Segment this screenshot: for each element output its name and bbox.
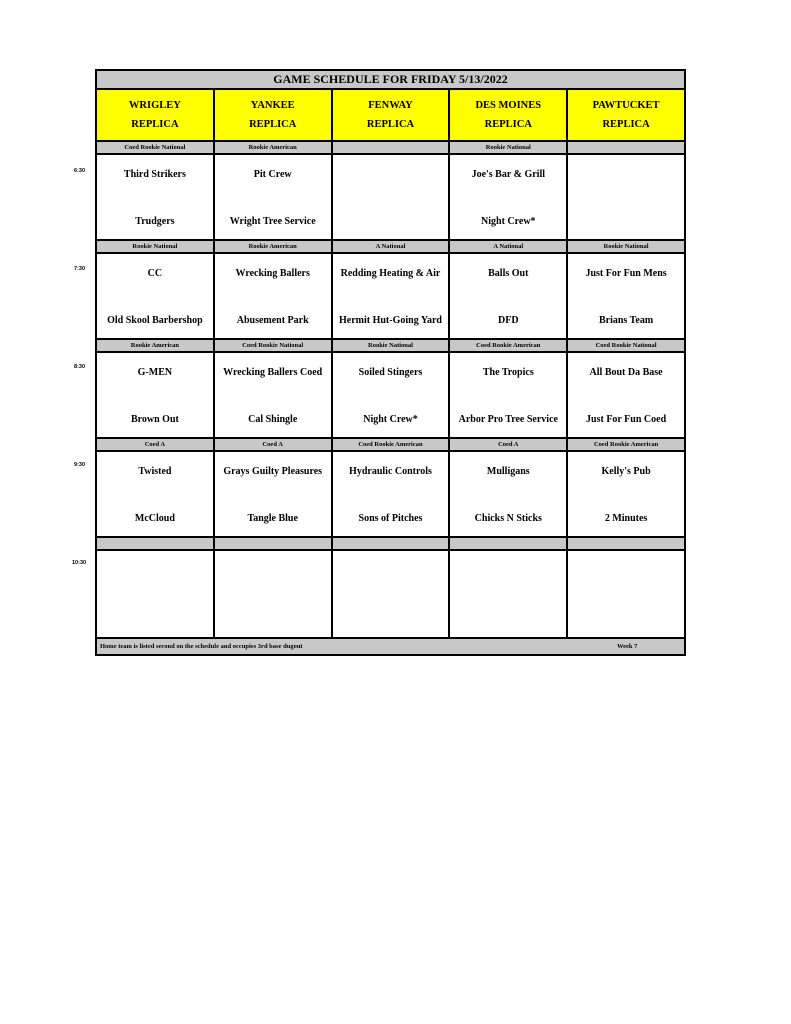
game-cell bbox=[333, 155, 451, 239]
venue-cell bbox=[215, 90, 333, 140]
away-team: The Tropics bbox=[482, 367, 534, 378]
league-row-empty bbox=[97, 538, 684, 551]
league-cell bbox=[333, 538, 451, 549]
game-row bbox=[97, 452, 684, 538]
game-cell bbox=[450, 254, 568, 338]
home-team: Chicks N Sticks bbox=[474, 513, 542, 524]
game-cell bbox=[215, 353, 333, 437]
venue-sub: REPLICA bbox=[484, 119, 532, 130]
away-team: All Bout Da Base bbox=[589, 367, 663, 378]
league-cell: Coed Rookie National bbox=[97, 142, 215, 153]
home-team: Trudgers bbox=[135, 216, 175, 227]
home-team: Sons of Pitches bbox=[358, 513, 423, 524]
game-cell bbox=[97, 452, 215, 536]
schedule-table bbox=[95, 69, 686, 656]
time-label: 8:30 bbox=[74, 364, 86, 370]
venue-cell bbox=[97, 90, 215, 140]
away-team: Balls Out bbox=[488, 268, 529, 279]
home-team: Just For Fun Coed bbox=[586, 414, 667, 425]
league-cell: Coed Rookie American bbox=[593, 441, 659, 448]
venue-sub: REPLICA bbox=[366, 119, 415, 130]
league-cell: A National bbox=[450, 241, 568, 252]
away-team: Soiled Stingers bbox=[358, 367, 423, 378]
game-cell bbox=[333, 353, 451, 437]
time-label: 6:30 bbox=[74, 168, 86, 174]
game-cell bbox=[333, 551, 451, 637]
away-team: Wrecking Ballers Coed bbox=[223, 367, 323, 378]
league-cell: Rookie American bbox=[215, 241, 333, 252]
game-cell bbox=[568, 353, 684, 437]
league-cell bbox=[97, 538, 215, 549]
home-team: DFD bbox=[498, 315, 519, 326]
league-cell: Coed Rookie National bbox=[595, 342, 657, 349]
home-team: McCloud bbox=[134, 513, 175, 524]
league-row bbox=[97, 241, 684, 254]
game-cell bbox=[97, 254, 215, 338]
game-cell bbox=[568, 254, 684, 338]
away-team: G-MEN bbox=[137, 367, 173, 378]
league-cell: Coed A bbox=[450, 439, 568, 450]
home-team: Hermit Hut-Going Yard bbox=[339, 315, 442, 326]
footer-note: Home team is listed second on the schedule and occupies 3rd base dugout bbox=[100, 643, 303, 650]
game-cell bbox=[333, 452, 451, 536]
home-team: Brians Team bbox=[598, 315, 654, 326]
home-team: Wright Tree Service bbox=[229, 216, 316, 227]
game-cell bbox=[97, 353, 215, 437]
schedule-title: GAME SCHEDULE FOR FRIDAY 5/13/2022 bbox=[97, 71, 684, 90]
away-team: Redding Heating & Air bbox=[340, 268, 441, 279]
venue-name: FENWAY bbox=[368, 100, 413, 111]
game-cell bbox=[215, 452, 333, 536]
league-cell: Coed Rookie American bbox=[450, 340, 568, 351]
venue-header-row bbox=[97, 90, 684, 142]
league-cell: Rookie American bbox=[215, 142, 333, 153]
league-cell: Coed Rookie American bbox=[333, 439, 451, 450]
game-cell bbox=[450, 353, 568, 437]
home-team: Night Crew* bbox=[481, 216, 536, 227]
away-team: Grays Guilty Pleasures bbox=[223, 466, 323, 477]
game-cell bbox=[568, 452, 684, 536]
league-cell bbox=[450, 538, 568, 549]
game-row bbox=[97, 353, 684, 439]
away-team: Mulligans bbox=[486, 466, 530, 477]
time-label: 10:30 bbox=[72, 560, 87, 566]
home-team: Tangle Blue bbox=[247, 513, 298, 524]
away-team: Pit Crew bbox=[253, 169, 292, 180]
game-cell bbox=[215, 551, 333, 637]
time-label: 7:30 bbox=[74, 266, 86, 272]
time-slots bbox=[97, 142, 684, 538]
home-team: Brown Out bbox=[130, 414, 179, 425]
home-team: Night Crew* bbox=[363, 414, 418, 425]
league-cell: Rookie National bbox=[97, 241, 215, 252]
league-cell: Rookie American bbox=[97, 340, 215, 351]
league-cell: Rookie National bbox=[603, 243, 649, 250]
game-cell bbox=[450, 551, 568, 637]
footer-bar bbox=[97, 639, 684, 654]
venue-name: WRIGLEY bbox=[128, 100, 181, 111]
game-cell bbox=[97, 155, 215, 239]
venue-sub: REPLICA bbox=[131, 119, 179, 130]
league-row bbox=[97, 439, 684, 452]
league-cell bbox=[568, 538, 684, 549]
game-cell bbox=[215, 155, 333, 239]
venue-cell bbox=[568, 90, 684, 140]
game-row bbox=[97, 254, 684, 340]
venue-sub: REPLICA bbox=[602, 119, 650, 130]
league-row bbox=[97, 340, 684, 353]
game-cell bbox=[568, 551, 684, 637]
home-team: Old Skool Barbershop bbox=[107, 315, 203, 326]
away-team: Third Strikers bbox=[123, 169, 186, 180]
venue-name: YANKEE bbox=[250, 100, 295, 111]
away-team: Joe's Bar & Grill bbox=[471, 169, 545, 180]
game-cell bbox=[450, 452, 568, 536]
home-team: Abusement Park bbox=[236, 315, 309, 326]
league-cell: Coed A bbox=[215, 439, 333, 450]
venue-cell bbox=[450, 90, 568, 140]
venue-cell bbox=[333, 90, 451, 140]
game-cell bbox=[568, 155, 684, 239]
away-team: Hydraulic Controls bbox=[349, 466, 432, 477]
empty-game-row bbox=[97, 551, 684, 639]
league-row bbox=[97, 142, 684, 155]
league-cell: A National bbox=[333, 241, 451, 252]
week-label: Week 7 bbox=[617, 643, 638, 650]
league-cell: Rookie National bbox=[333, 340, 451, 351]
home-team: 2 Minutes bbox=[604, 513, 648, 524]
home-team: Cal Shingle bbox=[248, 414, 298, 425]
league-cell: Coed A bbox=[97, 439, 215, 450]
game-cell bbox=[215, 254, 333, 338]
game-cell bbox=[97, 551, 215, 637]
league-cell bbox=[215, 538, 333, 549]
game-cell bbox=[450, 155, 568, 239]
venue-sub: REPLICA bbox=[249, 119, 297, 130]
league-cell: Rookie National bbox=[450, 142, 568, 153]
home-team: Arbor Pro Tree Service bbox=[458, 414, 558, 425]
away-team: Wrecking Ballers bbox=[235, 268, 310, 279]
league-cell bbox=[333, 142, 451, 153]
away-team: CC bbox=[147, 268, 163, 279]
game-cell bbox=[333, 254, 451, 338]
away-team: Twisted bbox=[138, 466, 172, 477]
league-cell bbox=[568, 142, 684, 153]
away-team: Kelly's Pub bbox=[601, 466, 651, 477]
away-team: Just For Fun Mens bbox=[585, 268, 667, 279]
league-cell: Coed Rookie National bbox=[215, 340, 333, 351]
venue-name: DES MOINES bbox=[475, 100, 542, 111]
venue-name: PAWTUCKET bbox=[592, 100, 660, 111]
time-label: 9:30 bbox=[74, 462, 86, 468]
game-row bbox=[97, 155, 684, 241]
